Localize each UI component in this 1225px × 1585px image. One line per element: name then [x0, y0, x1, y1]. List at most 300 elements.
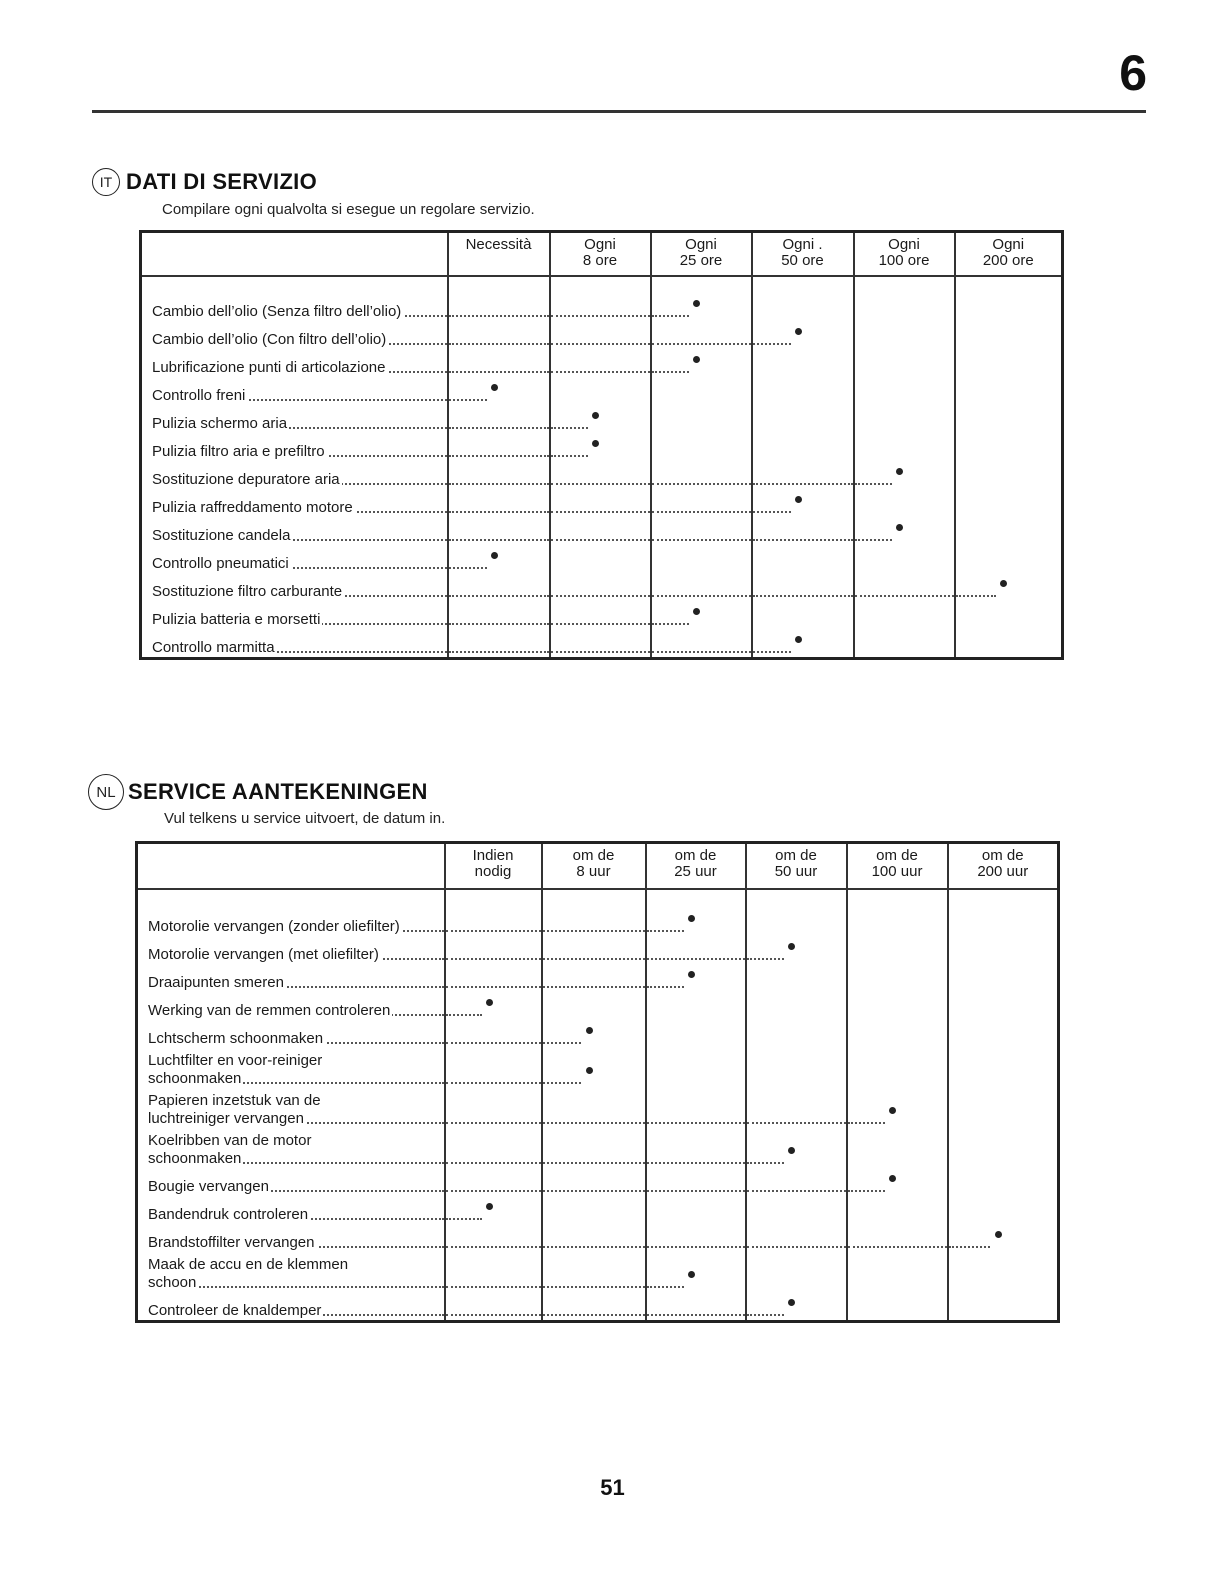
section-header-nl	[88, 774, 428, 810]
task-cell	[141, 601, 448, 629]
empty-cell	[955, 629, 1063, 659]
leader-dots	[446, 986, 541, 988]
empty-cell	[847, 964, 948, 992]
column-header-line-2: 50 uur	[774, 863, 818, 880]
interval-bullet	[889, 1107, 896, 1114]
leader-dots	[747, 1190, 846, 1192]
task-cell	[141, 293, 448, 321]
table-row	[137, 1088, 1059, 1128]
empty-cell	[955, 349, 1063, 377]
leader-cell	[448, 517, 550, 545]
task-label: Cambio dell’olio (Senza filtro dell’olio)	[152, 303, 402, 320]
empty-cell	[752, 293, 854, 321]
spacer-cell	[948, 889, 1059, 908]
leader-dots	[647, 958, 745, 960]
leader-dots	[551, 539, 650, 541]
interval-mark-cell	[646, 908, 746, 936]
empty-cell	[847, 1048, 948, 1088]
leader-dots	[449, 567, 487, 569]
leader-dots	[449, 315, 549, 317]
task-label: Brandstoffilter vervangen	[148, 1234, 315, 1251]
leader-dots	[753, 539, 853, 541]
task-line	[152, 583, 447, 601]
interval-mark-cell	[651, 349, 752, 377]
leader-dots	[647, 986, 684, 988]
interval-bullet	[795, 636, 802, 643]
leader-dots	[551, 455, 588, 457]
language-badge-nl: NL	[88, 774, 124, 810]
leader-dots	[446, 1190, 541, 1192]
leader-cell	[448, 349, 550, 377]
table-row	[141, 489, 1063, 517]
leader-cell	[445, 1128, 542, 1168]
interval-bullet	[486, 1203, 493, 1210]
task-line	[152, 331, 447, 349]
leader-dots	[446, 1014, 482, 1016]
leader-dots	[855, 595, 954, 597]
interval-mark-cell	[550, 433, 651, 461]
spacer-cell	[752, 276, 854, 293]
interval-bullet	[688, 915, 695, 922]
task-line	[148, 1132, 444, 1150]
empty-cell	[854, 489, 955, 517]
leader-cell	[542, 1252, 646, 1292]
language-badge-it: IT	[92, 168, 120, 196]
task-label: Controllo freni	[152, 387, 246, 404]
table-row	[141, 517, 1063, 545]
task-cell	[141, 629, 448, 659]
section-subtitle-nl: Vul telkens u service uitvoert, de datum in.	[164, 810, 446, 827]
leader-cell	[445, 1224, 542, 1252]
column-header-task	[137, 843, 445, 890]
leader-cell	[550, 321, 651, 349]
interval-mark-cell	[752, 489, 854, 517]
task-line	[148, 1070, 444, 1088]
column-header-interval-3	[646, 843, 746, 890]
leader-cell	[550, 517, 651, 545]
spacer-cell	[137, 889, 445, 908]
chapter-number: 6	[1119, 45, 1147, 101]
task-line	[152, 527, 447, 545]
empty-cell	[752, 349, 854, 377]
leader-dots	[551, 343, 650, 345]
leader-dots	[747, 1162, 784, 1164]
leader-dots	[446, 1082, 541, 1084]
interval-bullet	[788, 943, 795, 950]
leader-cell	[854, 573, 955, 601]
empty-cell	[847, 1292, 948, 1322]
task-label: Controleer de knaldemper	[148, 1302, 322, 1319]
task-label: Lubrificazione punti di articolazione	[152, 359, 386, 376]
header-rule	[92, 110, 1146, 113]
leader-dots	[446, 1122, 541, 1124]
task-line	[152, 415, 447, 433]
leader-cell	[752, 461, 854, 489]
interval-bullet	[795, 328, 802, 335]
leader-dots	[652, 651, 751, 653]
leader-dots	[551, 623, 650, 625]
leader-dots	[647, 1314, 745, 1316]
empty-cell	[955, 601, 1063, 629]
interval-mark-cell	[448, 545, 550, 573]
interval-mark-cell	[746, 1292, 847, 1322]
empty-cell	[752, 405, 854, 433]
table-row	[137, 1196, 1059, 1224]
empty-cell	[854, 601, 955, 629]
task-cell	[137, 992, 445, 1020]
empty-cell	[847, 936, 948, 964]
leader-cell	[746, 1224, 847, 1252]
task-line	[148, 1150, 444, 1168]
table-row	[137, 1292, 1059, 1322]
empty-cell	[651, 545, 752, 573]
service-table-it	[139, 230, 1064, 660]
column-header-line-1: om de	[775, 847, 817, 864]
leader-dots	[446, 1314, 541, 1316]
empty-cell	[854, 349, 955, 377]
leader-dots	[647, 930, 684, 932]
empty-cell	[948, 1048, 1059, 1088]
column-header-line-1: om de	[674, 847, 717, 864]
leader-dots	[551, 427, 588, 429]
leader-dots	[753, 483, 853, 485]
leader-cell	[448, 489, 550, 517]
leader-dots	[449, 371, 549, 373]
column-header-line-2: 25 ore	[679, 252, 723, 269]
empty-cell	[847, 1252, 948, 1292]
leader-dots	[647, 1190, 745, 1192]
empty-cell	[854, 545, 955, 573]
empty-cell	[948, 1292, 1059, 1322]
empty-cell	[948, 1020, 1059, 1048]
table-spacer-row	[141, 276, 1063, 293]
empty-cell	[752, 601, 854, 629]
table-row	[137, 1048, 1059, 1088]
leader-cell	[542, 964, 646, 992]
empty-cell	[746, 1196, 847, 1224]
leader-dots	[543, 1314, 645, 1316]
column-header-line-2: nodig	[474, 863, 512, 880]
column-header-line-1: Necessità	[465, 236, 532, 253]
table-row	[141, 629, 1063, 659]
task-line	[152, 611, 447, 629]
task-cell	[141, 517, 448, 545]
leader-dots	[446, 1042, 541, 1044]
table-row	[141, 573, 1063, 601]
task-cell	[137, 1224, 445, 1252]
task-cell	[141, 377, 448, 405]
leader-cell	[651, 629, 752, 659]
section-title-nl: SERVICE AANTEKENINGEN	[128, 779, 428, 804]
task-label: Pulizia filtro aria e prefiltro	[152, 443, 325, 460]
task-label: Motorolie vervangen (zonder oliefilter)	[148, 918, 400, 935]
leader-cell	[550, 601, 651, 629]
leader-cell	[445, 1292, 542, 1322]
empty-cell	[955, 293, 1063, 321]
interval-mark-cell	[646, 964, 746, 992]
table-row	[137, 1224, 1059, 1252]
spacer-cell	[542, 889, 646, 908]
interval-bullet	[586, 1027, 593, 1034]
leader-dots	[652, 315, 689, 317]
leader-cell	[746, 1168, 847, 1196]
interval-mark-cell	[445, 1196, 542, 1224]
leader-cell	[445, 1252, 542, 1292]
column-header-line-1: Ogni	[888, 236, 920, 253]
leader-dots	[747, 958, 784, 960]
empty-cell	[948, 964, 1059, 992]
task-label: Sostituzione filtro carburante	[152, 583, 343, 600]
task-line	[148, 918, 444, 936]
column-header-interval-6	[955, 232, 1063, 277]
interval-mark-cell	[746, 936, 847, 964]
task-label: schoon	[148, 1274, 197, 1291]
table-row	[137, 964, 1059, 992]
interval-mark-cell	[651, 293, 752, 321]
leader-cell	[445, 936, 542, 964]
leader-cell	[542, 908, 646, 936]
empty-cell	[955, 517, 1063, 545]
table-row	[141, 433, 1063, 461]
task-cell	[137, 908, 445, 936]
leader-cell	[542, 1128, 646, 1168]
empty-cell	[955, 461, 1063, 489]
leader-dots	[449, 343, 549, 345]
table-row	[141, 405, 1063, 433]
task-label: Pulizia raffreddamento motore	[152, 499, 353, 516]
empty-cell	[948, 1168, 1059, 1196]
leader-dots	[848, 1246, 947, 1248]
leader-cell	[847, 1224, 948, 1252]
empty-cell	[550, 545, 651, 573]
empty-cell	[948, 992, 1059, 1020]
spacer-cell	[746, 889, 847, 908]
leader-dots	[848, 1122, 885, 1124]
empty-cell	[955, 433, 1063, 461]
column-header-interval-5	[847, 843, 948, 890]
column-header-line-1: om de	[981, 847, 1024, 864]
column-header-line-1: Ogni	[685, 236, 717, 253]
leader-cell	[542, 936, 646, 964]
leader-dots	[652, 623, 689, 625]
empty-cell	[746, 992, 847, 1020]
table-row	[137, 1168, 1059, 1196]
empty-cell	[752, 545, 854, 573]
task-cell	[137, 1168, 445, 1196]
leader-cell	[445, 1020, 542, 1048]
leader-dots	[652, 343, 751, 345]
task-line	[152, 555, 447, 573]
leader-dots	[449, 651, 549, 653]
empty-cell	[955, 377, 1063, 405]
column-header-interval-4	[752, 232, 854, 277]
leader-dots	[551, 651, 650, 653]
task-label: Controllo pneumatici	[152, 555, 289, 572]
interval-mark-cell	[752, 321, 854, 349]
empty-cell	[854, 377, 955, 405]
task-cell	[141, 433, 448, 461]
leader-dots	[753, 595, 853, 597]
interval-mark-cell	[948, 1224, 1059, 1252]
leader-dots	[449, 399, 487, 401]
interval-bullet	[586, 1067, 593, 1074]
leader-dots	[753, 343, 791, 345]
task-label: Sostituzione candela	[152, 527, 291, 544]
task-cell	[141, 405, 448, 433]
column-header-line-1: Ogni .	[782, 236, 823, 253]
interval-mark-cell	[542, 1048, 646, 1088]
task-line	[148, 1302, 444, 1320]
leader-dots	[446, 1162, 541, 1164]
leader-dots	[652, 595, 751, 597]
column-header-line-2: 100 ore	[878, 252, 930, 269]
leader-cell	[550, 349, 651, 377]
leader-dots	[956, 595, 996, 597]
spacer-cell	[448, 276, 550, 293]
leader-dots	[647, 1162, 745, 1164]
interval-mark-cell	[651, 601, 752, 629]
column-header-line-2: 200 uur	[977, 863, 1029, 880]
task-label: Controllo marmitta	[152, 639, 275, 656]
table-row	[137, 1128, 1059, 1168]
task-line	[148, 1178, 444, 1196]
task-line	[148, 1052, 444, 1070]
leader-dots	[647, 1286, 684, 1288]
leader-dots	[551, 315, 650, 317]
interval-bullet	[592, 440, 599, 447]
column-header-line-1: Ogni	[584, 236, 616, 253]
leader-dots	[449, 595, 549, 597]
table-row	[137, 1252, 1059, 1292]
leader-cell	[445, 1048, 542, 1088]
leader-dots	[652, 511, 751, 513]
leader-cell	[445, 908, 542, 936]
interval-bullet	[788, 1147, 795, 1154]
leader-dots	[543, 958, 645, 960]
interval-mark-cell	[854, 517, 955, 545]
task-line	[152, 359, 447, 377]
task-cell	[141, 489, 448, 517]
leader-dots	[551, 595, 650, 597]
spacer-cell	[955, 276, 1063, 293]
leader-dots	[848, 1190, 885, 1192]
task-label: Cambio dell’olio (Con filtro dell’olio)	[152, 331, 387, 348]
leader-dots	[446, 930, 541, 932]
task-label: Motorolie vervangen (met oliefilter)	[148, 946, 379, 963]
empty-cell	[854, 629, 955, 659]
spacer-cell	[854, 276, 955, 293]
empty-cell	[746, 1020, 847, 1048]
leader-cell	[746, 1088, 847, 1128]
column-header-interval-5	[854, 232, 955, 277]
leader-dots	[543, 1190, 645, 1192]
empty-cell	[646, 1048, 746, 1088]
table-row	[141, 293, 1063, 321]
leader-dots	[551, 483, 650, 485]
task-label: Sostituzione depuratore aria	[152, 471, 340, 488]
column-header-interval-1	[448, 232, 550, 277]
empty-cell	[646, 1196, 746, 1224]
task-label: Maak de accu en de klemmen	[148, 1256, 349, 1273]
leader-cell	[646, 1224, 746, 1252]
interval-mark-cell	[854, 461, 955, 489]
leader-dots	[551, 371, 650, 373]
empty-cell	[746, 1048, 847, 1088]
leader-dots	[753, 651, 791, 653]
task-line	[152, 387, 447, 405]
interval-mark-cell	[448, 377, 550, 405]
task-line	[148, 1274, 444, 1292]
empty-cell	[847, 1128, 948, 1168]
empty-cell	[746, 1252, 847, 1292]
leader-dots	[543, 930, 645, 932]
leader-cell	[542, 1292, 646, 1322]
leader-dots	[647, 1122, 745, 1124]
leader-cell	[646, 1292, 746, 1322]
table-row	[141, 321, 1063, 349]
leader-dots	[543, 1162, 645, 1164]
leader-dots	[446, 958, 541, 960]
task-cell	[141, 545, 448, 573]
task-label: Koelribben van de motor	[148, 1132, 312, 1149]
leader-cell	[646, 1128, 746, 1168]
interval-bullet	[688, 1271, 695, 1278]
empty-cell	[752, 377, 854, 405]
table-spacer-row	[137, 889, 1059, 908]
leader-dots	[753, 511, 791, 513]
task-label: Papieren inzetstuk van de	[148, 1092, 321, 1109]
column-header-interval-1	[445, 843, 542, 890]
task-label: Pulizia schermo aria	[152, 415, 288, 432]
leader-cell	[646, 1168, 746, 1196]
spacer-cell	[141, 276, 448, 293]
empty-cell	[854, 321, 955, 349]
leader-cell	[542, 1168, 646, 1196]
leader-dots	[449, 623, 549, 625]
task-line	[148, 1092, 444, 1110]
empty-cell	[955, 545, 1063, 573]
task-line	[152, 303, 447, 321]
leader-dots	[652, 371, 689, 373]
leader-cell	[550, 461, 651, 489]
empty-cell	[651, 433, 752, 461]
interval-bullet	[688, 971, 695, 978]
leader-dots	[543, 1286, 645, 1288]
leader-cell	[646, 1088, 746, 1128]
empty-cell	[746, 964, 847, 992]
column-header-line-1: Ogni	[992, 236, 1025, 253]
page-number: 51	[600, 1475, 625, 1500]
task-cell	[137, 1196, 445, 1224]
leader-cell	[445, 1168, 542, 1196]
column-header-line-2: 200 ore	[982, 252, 1034, 269]
task-cell	[137, 964, 445, 992]
column-header-line-1: om de	[572, 847, 615, 864]
empty-cell	[550, 377, 651, 405]
interval-bullet	[896, 468, 903, 475]
spacer-cell	[550, 276, 651, 293]
interval-mark-cell	[847, 1168, 948, 1196]
interval-mark-cell	[847, 1088, 948, 1128]
column-header-line-2: 100 uur	[871, 863, 923, 880]
task-line	[152, 499, 447, 517]
interval-mark-cell	[542, 1020, 646, 1048]
task-line	[148, 974, 444, 992]
leader-cell	[646, 936, 746, 964]
task-line	[148, 1256, 444, 1274]
task-label: Pulizia batteria e morsetti	[152, 611, 321, 628]
leader-dots	[647, 1246, 745, 1248]
